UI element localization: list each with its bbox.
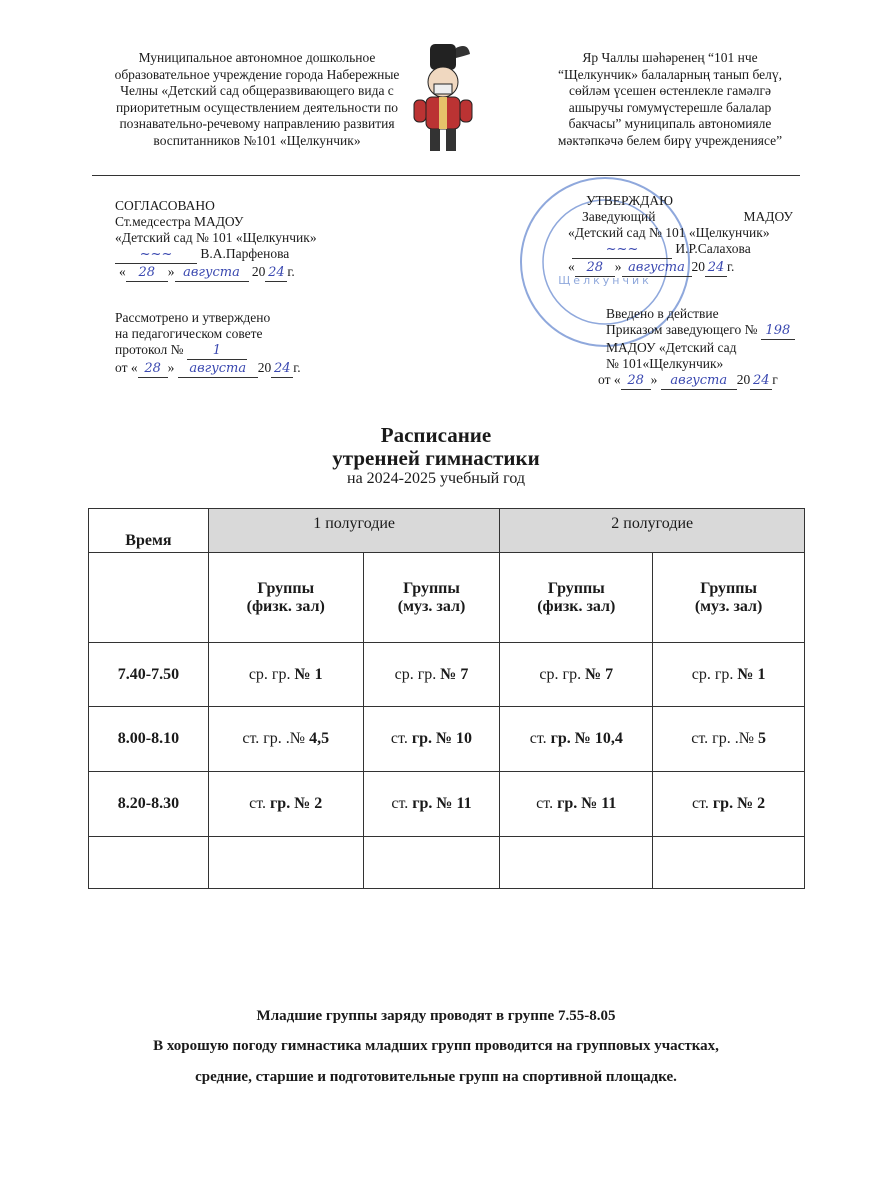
order-month: августа (661, 373, 737, 390)
header-left-org-name (92, 50, 422, 149)
page-title (0, 424, 872, 488)
council-year: 24 (271, 361, 293, 378)
hall-label: (физк. зал) (537, 597, 616, 615)
quote: от « (115, 360, 138, 375)
order-line: Введено в действие (606, 306, 719, 321)
header-line: образовательное учреждение города Набережные (114, 66, 400, 82)
approve-role: Заведующий (582, 209, 656, 224)
time-cell: 8.20-8.30 (89, 772, 209, 837)
cell-number: гр. № 2 (712, 795, 766, 812)
agreed-role: Ст.медсестра МАДОУ (115, 214, 244, 229)
approve-name: И.Р.Салахова (675, 241, 751, 256)
empty-cell (208, 837, 363, 889)
group-label: Группы (700, 579, 757, 597)
approve-block (568, 193, 793, 277)
cell-number: № 1 (737, 665, 766, 683)
cell-prefix: ср. гр. (691, 665, 738, 683)
year-end: г. (293, 360, 301, 375)
cell-prefix: ст. (391, 795, 413, 812)
order-line: № 101«Щелкунчик» (606, 356, 724, 371)
group-header (653, 553, 805, 643)
group-header (500, 553, 653, 643)
order-label: Приказом заведующего № (606, 322, 758, 337)
cell-prefix: ст. (249, 795, 271, 812)
half2-header: 2 полугодие (500, 509, 805, 553)
approve-title: УТВЕРЖДАЮ (586, 193, 674, 208)
cell-number: гр. № 11 (557, 795, 617, 812)
order-year: 24 (750, 373, 772, 390)
group-cell (653, 772, 805, 837)
title-line1: Расписание (380, 423, 492, 447)
header-line: воспитанников №101 «Щелкунчик» (153, 132, 361, 148)
group-cell (500, 707, 653, 772)
cell-number: № 7 (585, 665, 614, 683)
approve-month: августа (622, 260, 692, 277)
hall-label: (физк. зал) (246, 597, 325, 615)
title-line2: утренней гимнастики (332, 446, 540, 470)
group-cell (500, 643, 653, 707)
agreed-block (115, 198, 375, 282)
approve-org: МАДОУ (743, 209, 793, 224)
group-cell (208, 707, 363, 772)
quote: » (167, 264, 175, 279)
footer-note: средние, старшие и подготовительные групп на спортивной площадке. (195, 1069, 677, 1085)
svg-text:Щелкунчик: Щелкунчик (558, 274, 652, 287)
quote: » (614, 259, 622, 274)
table-row (89, 707, 805, 772)
cell-prefix: ср. гр. (248, 665, 295, 683)
year-end: г (772, 372, 778, 387)
group-label: Группы (403, 579, 460, 597)
time-cell: 8.00-8.10 (89, 707, 209, 772)
agreed-org: «Детский сад № 101 «Щелкунчик» (115, 230, 317, 245)
quote: « (119, 264, 126, 279)
cell-number: гр. № 10 (411, 730, 473, 747)
empty-cell (89, 837, 209, 889)
order-number: 198 (761, 323, 795, 340)
agreed-name: В.А.Парфенова (200, 246, 290, 261)
empty-cell (653, 837, 805, 889)
table-row (89, 643, 805, 707)
group-cell (500, 772, 653, 837)
cell-prefix: ср. гр. (539, 665, 586, 683)
table-subheader-row (89, 553, 805, 643)
hall-label: (муз. зал) (397, 597, 466, 615)
quote: » (650, 372, 658, 387)
group-cell (653, 707, 805, 772)
cell-prefix: ст. гр. .№ (242, 730, 310, 747)
cell-number: 4,5 (309, 730, 330, 747)
empty-cell (89, 553, 209, 643)
quote: от « (598, 372, 621, 387)
nutcracker-logo (410, 42, 476, 154)
footer-note: Младшие группы заряду проводят в группе 7.55-8.05 (256, 1008, 616, 1024)
cell-prefix: ст. гр. .№ (691, 730, 758, 747)
header-line: Яр Чаллы шәһәренең “101 нче (582, 50, 758, 65)
year-prefix: 20 (691, 259, 705, 274)
empty-cell (500, 837, 653, 889)
table-row-empty (89, 837, 805, 889)
council-day: 28 (138, 361, 168, 378)
order-block (598, 306, 818, 390)
empty-cell (363, 837, 500, 889)
cell-number: № 1 (294, 665, 323, 683)
group-label: Группы (547, 579, 605, 597)
council-block (115, 310, 375, 378)
cell-number: гр. № 10,4 (550, 730, 623, 747)
cell-number: гр. № 11 (412, 795, 472, 812)
group-cell (363, 643, 500, 707)
agreed-title: СОГЛАСОВАНО (115, 198, 215, 213)
agreed-year: 24 (265, 265, 287, 282)
order-line: МАДОУ «Детский сад (606, 340, 737, 355)
agreed-day: 28 (126, 265, 168, 282)
cell-number: 5 (757, 730, 766, 747)
year-prefix: 20 (736, 372, 751, 387)
header-line: сөйләм үсешен өстенлекле гамәлгә (568, 83, 772, 98)
cell-prefix: ст. (692, 795, 713, 812)
header-line: познавательно-речевому направлению развития (119, 116, 395, 131)
hall-label: (муз. зал) (694, 597, 763, 615)
header-line: ашыручы гомумүстерешле балалар (568, 99, 772, 115)
protocol-number: 1 (187, 343, 247, 360)
header-line: “Щелкунчик» балаларның танып белү, (557, 66, 783, 82)
quote: » (167, 360, 175, 375)
cell-prefix: ст. (536, 795, 558, 812)
group-cell (208, 772, 363, 837)
group-cell (363, 772, 500, 837)
title-subtitle: на 2024-2025 учебный год (347, 470, 525, 487)
header-right-org-name (520, 50, 820, 149)
header-line: мәктәпкәчә белем бирү учреждениясе” (557, 132, 783, 148)
cell-prefix: ст. (390, 730, 412, 747)
half1-header: 1 полугодие (208, 509, 500, 553)
quote: « (568, 259, 575, 274)
approve-day: 28 (575, 260, 615, 277)
table-row (89, 772, 805, 837)
council-line: на педагогическом совете (115, 326, 263, 341)
order-day: 28 (621, 373, 651, 390)
group-header (208, 553, 363, 643)
group-cell (653, 643, 805, 707)
signature: ~~~ (572, 242, 672, 259)
cell-prefix: ст. (529, 730, 551, 747)
group-cell (208, 643, 363, 707)
group-label: Группы (257, 579, 315, 597)
signature: ~~~ (115, 247, 197, 264)
time-cell: 7.40-7.50 (89, 643, 209, 707)
footer-note: В хорошую погоду гимнастика младших групп проводится на групповых участках, (153, 1038, 719, 1054)
approve-year: 24 (705, 260, 727, 277)
year-end: г. (727, 259, 735, 274)
agreed-month: августа (175, 265, 249, 282)
approve-org-full: «Детский сад № 101 «Щелкунчик» (568, 225, 770, 240)
cell-number: гр. № 2 (270, 795, 323, 812)
cell-number: № 7 (440, 665, 469, 683)
header-line: Челны «Детский сад общеразвивающего вида с (120, 83, 394, 98)
schedule-table (88, 508, 805, 889)
group-cell (363, 707, 500, 772)
header-line: бакчасы” муниципаль автономияле (568, 116, 772, 131)
protocol-label: протокол № (115, 342, 184, 357)
council-line: Рассмотрено и утверждено (115, 310, 271, 325)
table-header-row (89, 509, 805, 553)
group-header (363, 553, 500, 643)
time-header: Время (89, 509, 209, 553)
year-prefix: 20 (251, 264, 266, 279)
header-line: Муниципальное автономное дошкольное (138, 50, 376, 65)
header-line: приоритетным осуществлением деятельности по (115, 99, 399, 115)
council-month: августа (178, 361, 258, 378)
year-end: г. (287, 264, 295, 279)
year-prefix: 20 (257, 360, 272, 375)
cell-prefix: ср. гр. (394, 665, 441, 683)
